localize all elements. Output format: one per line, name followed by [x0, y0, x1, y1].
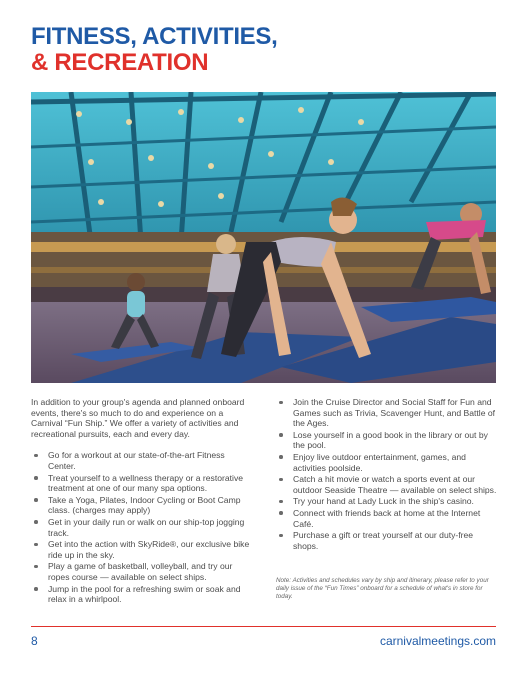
title-line-2: & RECREATION: [31, 49, 209, 76]
list-item: Join the Cruise Director and Social Staff for Fun and Games such as Trivia, Scavenger Hunt, and Battle of the Ages.: [276, 397, 498, 429]
left-column: [31, 397, 253, 606]
left-bullet-list: [31, 450, 253, 604]
list-item: Take a Yoga, Pilates, Indoor Cycling or Boot Camp class. (charges may apply): [31, 495, 253, 516]
list-item: Go for a workout at our state-of-the-art Fitness Center.: [31, 450, 253, 471]
schedule-note: Note: Activities and schedules vary by ship and itinerary, please refer to your daily issue of the “Fun Times” onboard for a schedule of what's in store for today.: [276, 577, 489, 601]
list-item: Connect with friends back at home at the Internet Café.: [276, 508, 498, 529]
page-title: [31, 24, 277, 76]
list-item: Get into the action with SkyRide®, our exclusive bike ride up in the sky.: [31, 539, 253, 560]
list-item: Jump in the pool for a refreshing swim or soak and relax in a whirlpool.: [31, 584, 253, 605]
right-bullet-list: [276, 397, 498, 551]
list-item: Try your hand at Lady Luck in the ship's casino.: [276, 496, 498, 507]
list-item: Treat yourself to a wellness therapy or a restorative treatment at one of our many spa options.: [31, 473, 253, 494]
yoga-class-photo: [31, 92, 496, 383]
intro-paragraph: In addition to your group's agenda and planned onboard events, there's so much to do and experience on a Carnival “Fun Ship.” We offer a variety of activities and recreational pursuits, each and every day.: [31, 397, 245, 439]
right-column: [276, 397, 498, 552]
page-number: 8: [31, 634, 38, 648]
list-item: Play a game of basketball, volleyball, and try our ropes course — available on select ships.: [31, 561, 253, 582]
footer-divider: [31, 626, 496, 627]
list-item: Catch a hit movie or watch a sports event at our outdoor Seaside Theatre — available on select ships.: [276, 474, 498, 495]
yoga-class-illustration: [31, 92, 496, 383]
website-link[interactable]: carnivalmeetings.com: [379, 634, 496, 648]
list-item: Get in your daily run or walk on our ship-top jogging track.: [31, 517, 253, 538]
list-item: Purchase a gift or treat yourself at our duty-free shops.: [276, 530, 498, 551]
list-item: Lose yourself in a good book in the library or out by the pool.: [276, 430, 498, 451]
title-line-1: FITNESS, ACTIVITIES,: [31, 23, 278, 50]
list-item: Enjoy live outdoor entertainment, games, and activities poolside.: [276, 452, 498, 473]
